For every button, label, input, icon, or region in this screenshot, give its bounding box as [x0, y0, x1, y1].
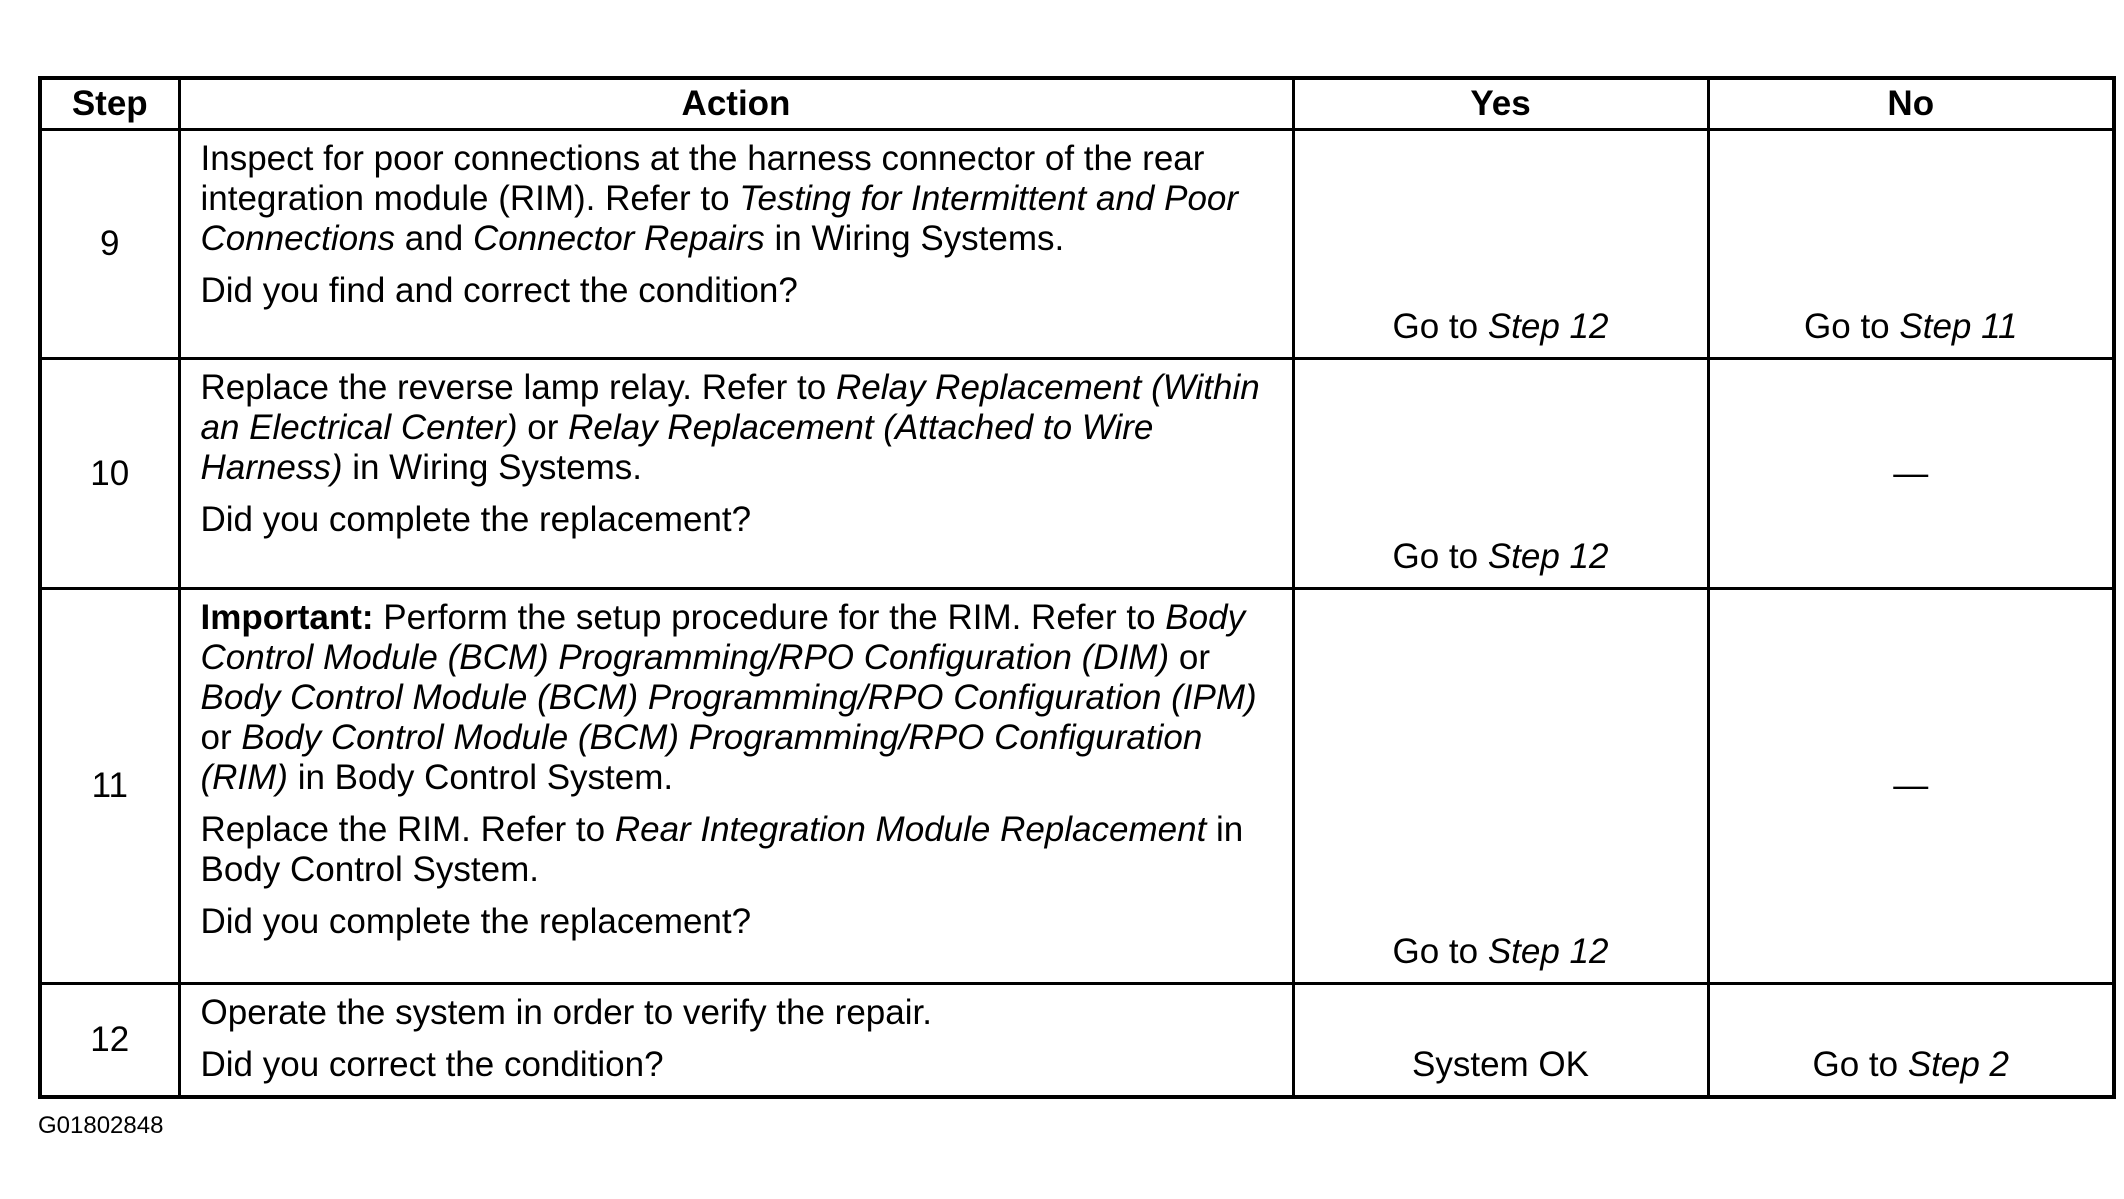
- important-label: Important:: [200, 598, 374, 637]
- action-cell: [179, 359, 1293, 589]
- step-reference: Step 12: [1487, 307, 1609, 346]
- step-reference: Step 12: [1487, 537, 1609, 576]
- no-answer: Go to Step 2: [1708, 984, 2114, 1098]
- step-reference: Step 12: [1487, 932, 1609, 971]
- reference-link: Body Control Module (BCM) Programming/RPO Configuration (RIM): [200, 718, 1203, 797]
- reference-link: Connector Repairs: [472, 219, 765, 258]
- step-number: 11: [40, 589, 179, 984]
- header-yes: Yes: [1293, 78, 1708, 130]
- table-row-step-12: [40, 984, 2114, 1098]
- step-reference: Step 2: [1907, 1045, 2010, 1084]
- yes-answer: Go to Step 12: [1293, 130, 1708, 359]
- action-question: Did you find and correct the condition?: [200, 271, 798, 310]
- no-answer: Go to Step 11: [1708, 130, 2114, 359]
- action-cell: [179, 984, 1293, 1098]
- step-reference: Step 11: [1899, 307, 2018, 346]
- figure-id: G01802848: [38, 1112, 164, 1139]
- reference-link: Testing for Intermittent and Poor Connections: [200, 179, 1239, 258]
- header-step: Step: [40, 78, 179, 130]
- table-row-step-10: [40, 359, 2114, 589]
- diagnostic-table: [38, 76, 2116, 1099]
- action-question: Did you complete the replacement?: [200, 902, 752, 941]
- step-number: 9: [40, 130, 179, 359]
- yes-answer: System OK: [1293, 984, 1708, 1098]
- yes-answer: Go to Step 12: [1293, 589, 1708, 984]
- header-row: [40, 78, 2114, 130]
- table-row-step-11: [40, 589, 2114, 984]
- table-row-step-9: [40, 130, 2114, 359]
- reference-link: Relay Replacement (Attached to Wire Harness): [200, 408, 1154, 487]
- header-no: No: [1708, 78, 2114, 130]
- action-cell: [179, 130, 1293, 359]
- action-instruction: Replace the reverse lamp relay. Refer to Relay Replacement (Within an Electrical Center) or Relay Replacement (Attached to Wire Harness) in Wiring Systems.: [200, 368, 1260, 487]
- action-question: Did you complete the replacement?: [200, 500, 752, 539]
- action-question: Did you correct the condition?: [200, 1045, 664, 1084]
- reference-link: Rear Integration Module Replacement: [614, 810, 1207, 849]
- action-instruction: Operate the system in order to verify the repair.: [200, 993, 932, 1032]
- action-instruction: Important: Perform the setup procedure for the RIM. Refer to Body Control Module (BCM) Programming/RPO Configuration (DIM) or Body Control Module (BCM) Programming/RPO Configuration (IPM) or Body Control Module (BCM) Programming/RPO Configuration (RIM) in Body Control System.: [200, 598, 1257, 797]
- step-number: 10: [40, 359, 179, 589]
- reference-link: Body Control Module (BCM) Programming/RPO Configuration (DIM): [200, 598, 1246, 677]
- action-cell: [179, 589, 1293, 984]
- header-action: Action: [179, 78, 1293, 130]
- reference-link: Relay Replacement (Within an Electrical Center): [200, 368, 1260, 447]
- action-instruction: Inspect for poor connections at the harness connector of the rear integration module (RIM). Refer to Testing for Intermittent and Poor Connections and Connector Repairs in Wiring Systems.: [200, 139, 1239, 258]
- step-number: 12: [40, 984, 179, 1098]
- no-answer: —: [1708, 589, 2114, 984]
- action-instruction: Replace the RIM. Refer to Rear Integration Module Replacement in Body Control System.: [200, 810, 1244, 889]
- yes-answer: Go to Step 12: [1293, 359, 1708, 589]
- no-answer: —: [1708, 359, 2114, 589]
- reference-link: Body Control Module (BCM) Programming/RPO Configuration (IPM): [200, 678, 1257, 717]
